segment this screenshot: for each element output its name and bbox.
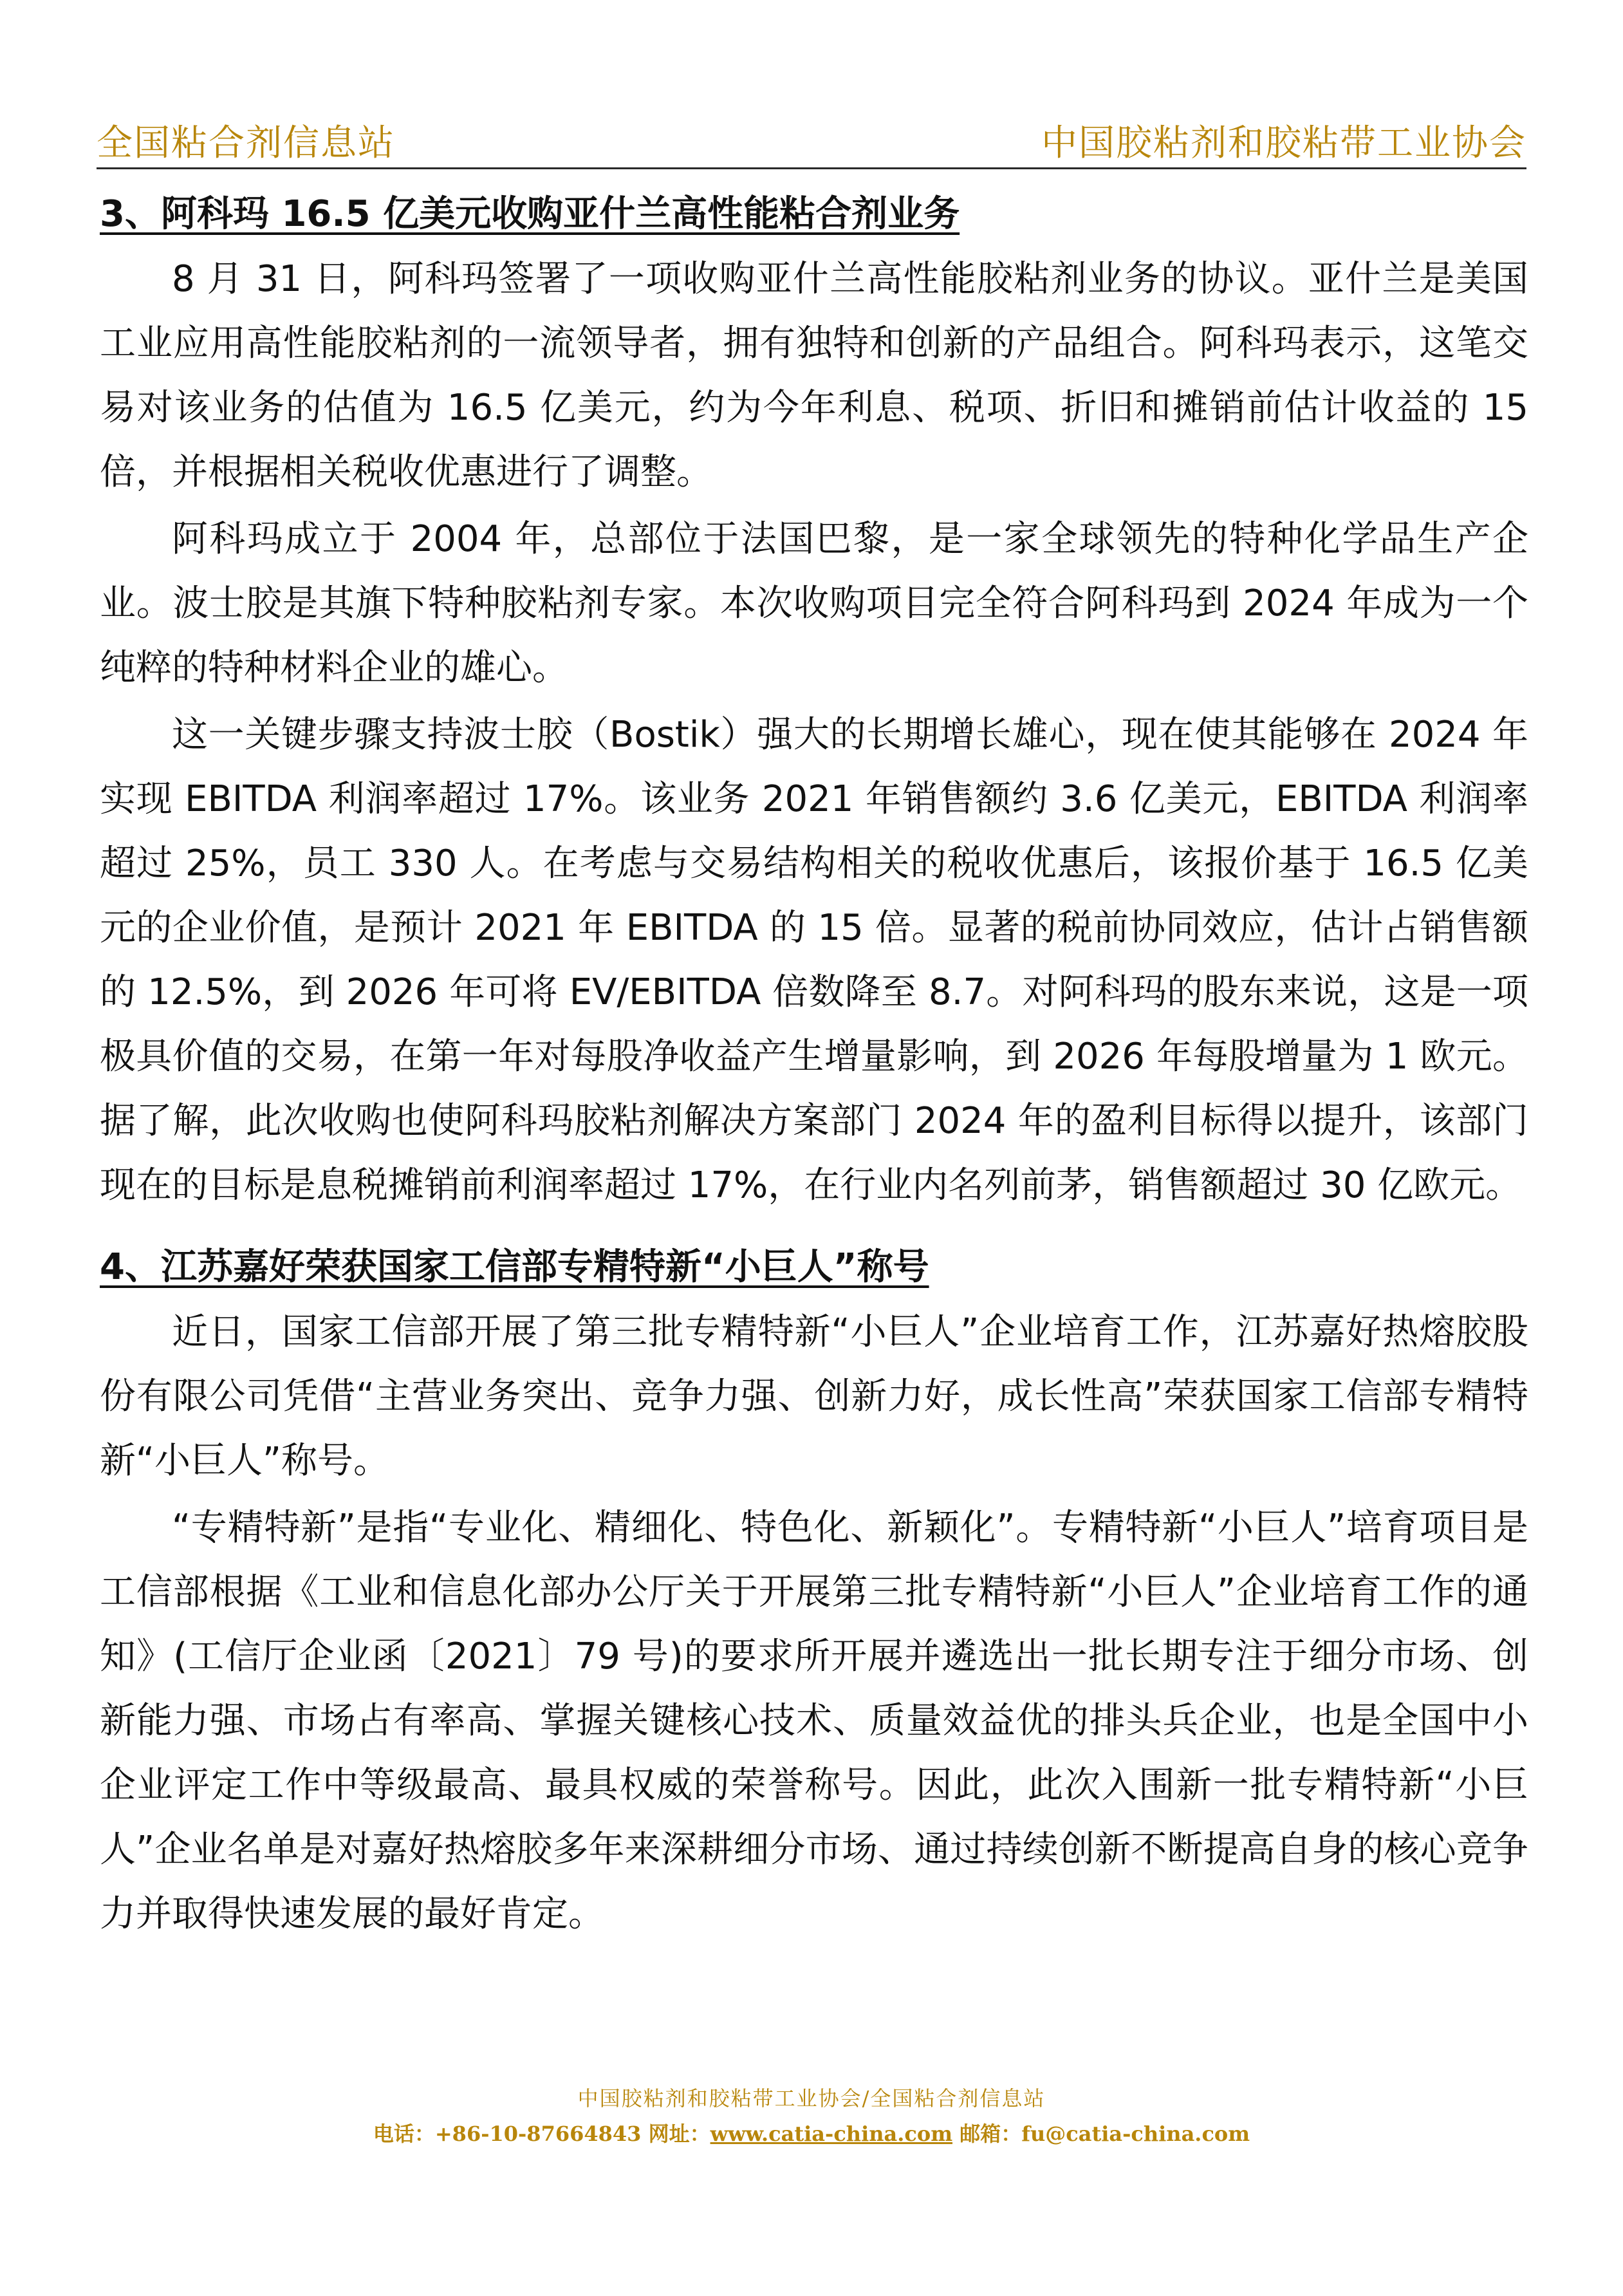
footer-organization: 中国胶粘剂和胶粘带工业协会/全国粘合剂信息站 [577, 2086, 1046, 2111]
paragraph: “专精特新”是指“专业化、精细化、特色化、新颖化”。专精特新“小巨人”培育项目是工信部根据《工业和信息化部办公厅关于开展第三批专精特新“小巨人”企业培育工作的通知》(工信厅企业函〔2021〕79 号)的要求所开展并遴选出一批长期专注于细分市场、创新能力强、市场占有率高、掌握关键核心技术、质量效益优的排头兵企业，也是全国中小企业评定工作中等级最高、最具权威的荣誉称号。因此，此次入围新一批专精特新“小巨人”企业名单是对嘉好热熔胶多年来深耕细分市场、通过持续创新不断提高自身的核心竞争力并取得快速发展的最好肯定。 [100, 1507, 1528, 1935]
footer-phone: 电话：+86-10-87664843 网址： [373, 2122, 710, 2146]
page-footer [0, 2082, 1623, 2153]
paragraph: 8 月 31 日，阿科玛签署了一项收购亚什兰高性能胶粘剂业务的协议。亚什兰是美国工业应用高性能胶粘剂的一流领导者，拥有独特和创新的产品组合。阿科玛表示，这笔交易对该业务的估值为 16.5 亿美元，约为今年利息、税项、折旧和摊销前估计收益的 15 倍，并根据相关税收优惠进行了调整。 [100, 258, 1528, 493]
footer-email: 邮箱：fu@catia-china.com [952, 2122, 1250, 2146]
page-header [97, 109, 1526, 169]
article-body [100, 187, 1528, 1949]
paragraph: 近日，国家工信部开展了第三批专精特新“小巨人”企业培育工作，江苏嘉好热熔胶股份有限公司凭借“主营业务突出、竞争力强、创新力好，成长性高”荣获国家工信部专精特新“小巨人”称号。 [100, 1311, 1528, 1482]
footer-contact [0, 2114, 1623, 2153]
section-title-jiahao: 4、江苏嘉好荣获国家工信部专精特新“小巨人”称号 [100, 1246, 929, 1288]
header-association-name: 中国胶粘剂和胶粘带工业协会 [1041, 122, 1526, 164]
paragraph: 阿科玛成立于 2004 年，总部位于法国巴黎，是一家全球领先的特种化学品生产企业。波士胶是其旗下特种胶粘剂专家。本次收购项目完全符合阿科玛到 2024 年成为一个纯粹的特种材料企业的雄心。 [100, 518, 1528, 689]
section-title-arkema: 3、阿科玛 16.5 亿美元收购亚什兰高性能粘合剂业务 [100, 193, 960, 235]
footer-website-link[interactable]: www.catia-china.com [710, 2122, 953, 2146]
header-site-name: 全国粘合剂信息站 [97, 122, 395, 164]
paragraph: 这一关键步骤支持波士胶（Bostik）强大的长期增长雄心，现在使其能够在 2024 年实现 EBITDA 利润率超过 17%。该业务 2021 年销售额约 3.6 亿美元，EBITDA 利润率超过 25%，员工 330 人。在考虑与交易结构相关的税收优惠后，该报价基于 16.5 亿美元的企业价值，是预计 2021 年 EBITDA 的 15 倍。显著的税前协同效应，估计占销售额的 12.5%，到 2026 年可将 EV/EBITDA 倍数降至 8.7。对阿科玛的股东来说，这是一项极具价值的交易，在第一年对每股净收益产生增量影响，到 2026 年每股增量为 1 欧元。据了解，此次收购也使阿科玛胶粘剂解决方案部门 2024 年的盈利目标得以提升，该部门现在的目标是息税摊销前利润率超过 17%，在行业内名列前茅，销售额超过 30 亿欧元。 [100, 714, 1528, 1206]
